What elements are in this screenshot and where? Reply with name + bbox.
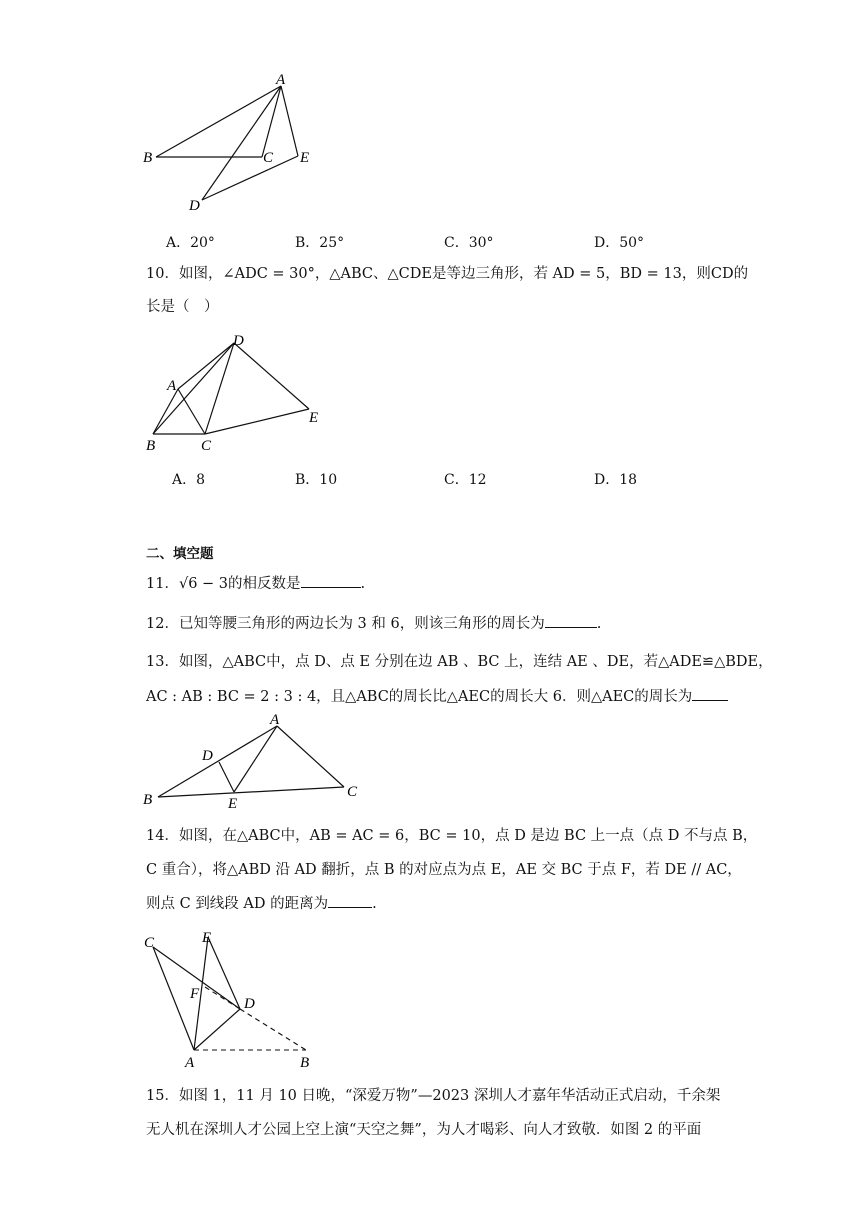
q13-label-e: E [228,796,238,812]
q14-label-e: E [202,930,212,946]
q10-stem-line1: 10．如图，∠ADC = 30°，△ABC、△CDE是等边三角形，若 AD = 5，BD = 13，则CD的 [146,266,749,282]
q14-text-line3: 则点 C 到线段 AD 的距离为 [146,896,329,912]
q10-option-b: B．10 [295,472,338,488]
q10-label-a: A [167,378,177,394]
q13-text-line2: AC : AB : BC = 2 : 3 : 4，且△ABC的周长比△AEC的周长大 6．则△AEC的周长为 [146,689,693,705]
q9-option-b: B．25° [295,235,345,251]
q9-label-b: B [143,150,153,166]
q9-label-e: E [300,150,310,166]
q14-end: . [372,896,377,912]
q12-end: . [596,616,602,632]
q11-end: . [360,576,366,592]
q13-label-d: D [202,748,213,764]
q9-label-d: D [189,198,200,214]
q11-text: 11．√6 − 3的相反数是 [146,576,301,592]
q14-stem-line2: C 重合），将△ABD 沿 AD 翻折，点 B 的对应点为点 E，AE 交 BC 于点 F，若 DE // AC， [146,862,742,878]
q14-label-c: C [144,935,155,951]
q10-label-c: C [201,438,212,454]
q10-option-d: D．18 [594,472,638,488]
q9-option-c: C．30° [444,235,494,251]
q9-option-d: D．50° [594,235,645,251]
q9-option-a: A．20° [166,235,215,251]
q10-label-b: B [146,438,156,454]
section-title: 二、填空题 [146,546,214,562]
q9-label-a: A [276,72,286,88]
q15-stem-line2: 无人机在深圳人才公园上空上演“天空之舞”，为人才喝彩、向人才致敬．如图 2 的平面 [146,1122,702,1138]
q13-label-a: A [270,712,280,728]
q14-label-a: A [185,1055,195,1071]
q14-label-f: F [190,986,200,1002]
q10-label-d: D [233,333,244,349]
q13-label-c: C [347,784,358,800]
q14-label-d: D [244,996,255,1012]
q10-stem-line2: 长是（ ） [146,299,219,315]
q13-stem-line1: 13．如图，△ABC中，点 D、点 E 分别在边 AB 、BC 上，连结 AE 、DE，若△ADE≌△BDE， [146,654,773,670]
q14-stem-line1: 14．如图，在△ABC中，AB = AC = 6，BC = 10，点 D 是边 BC 上一点（点 D 不与点 B， [146,828,758,844]
q10-option-c: C．12 [444,472,487,488]
q15-stem-line1: 15．如图 1，11 月 10 日晚，“深爱万物”—2023 深圳人才嘉年华活动正式启动，千余架 [146,1088,721,1104]
q10-option-a: A．8 [172,472,206,488]
q12-text: 12．已知等腰三角形的两边长为 3 和 6，则该三角形的周长为 [146,616,545,632]
q9-label-c: C [263,150,274,166]
q13-label-b: B [143,792,153,808]
q14-label-b: B [300,1055,310,1071]
q10-label-e: E [309,410,319,426]
